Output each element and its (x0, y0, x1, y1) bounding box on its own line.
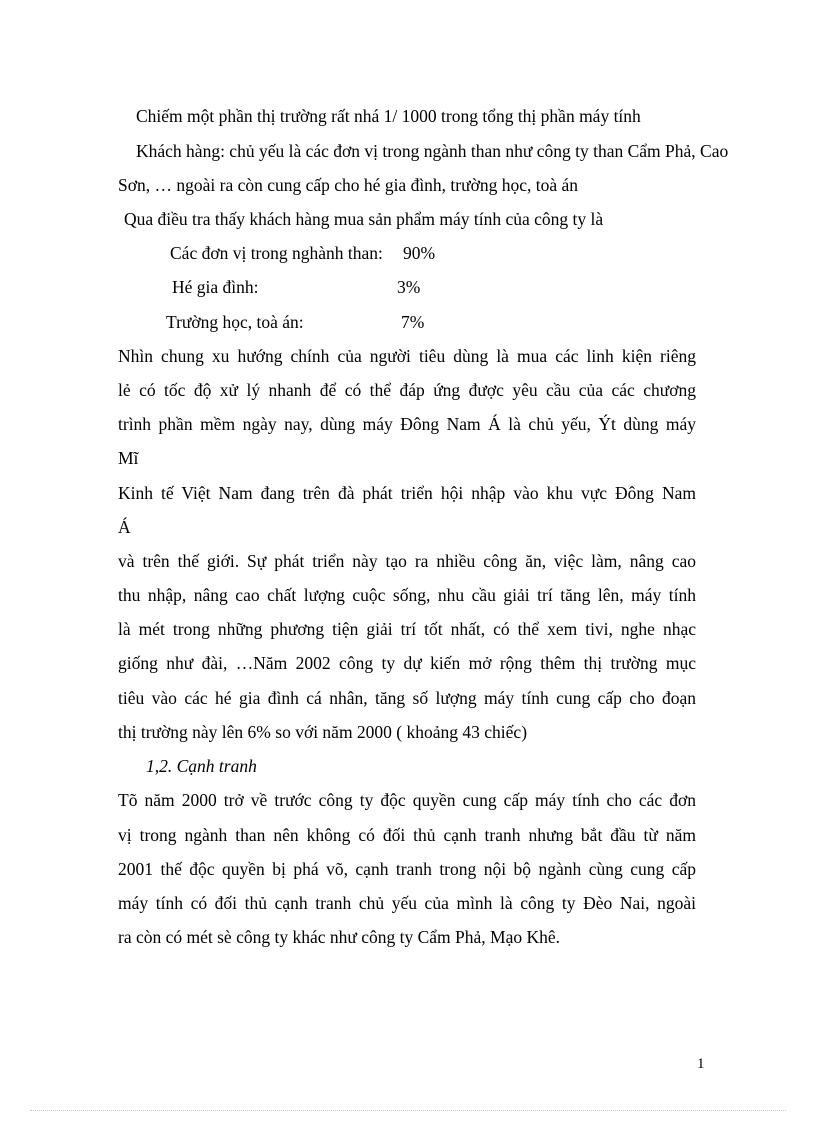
footer-divider (30, 1110, 786, 1111)
share-value-schools-courts: 7% (401, 312, 425, 332)
share-label-households: Hé gia đình: (172, 277, 259, 297)
page-number: 1 (697, 1056, 705, 1072)
competition-line: vị trong ngành than nên không có đối thủ cạnh tranh nhưng bắt đầu từ năm (118, 825, 696, 845)
economy-line: là mét trong những phương tiện giải trí tốt nhất, có thể xem tivi, nghe nhạc (118, 619, 696, 639)
economy-line: giống như đài, …Năm 2002 công ty dự kiến mở rộng thêm thị trường mục (118, 653, 696, 673)
intro-line-customers-cont: Sơn, … ngoài ra còn cung cấp cho hé gia đình, trường học, toà án (118, 175, 579, 195)
trend-line: Mĩ (118, 448, 139, 468)
competition-line: máy tính có đối thủ cạnh tranh chủ yếu của mình là công ty Đèo Nai, ngoài (118, 893, 696, 913)
economy-line: tiêu vào các hé gia đình cá nhân, tăng số lượng máy tính cung cấp cho đoạn (118, 688, 696, 708)
trend-line: trình phần mềm ngày nay, dùng máy Đông Nam Á là chủ yếu, Ýt dùng máy (118, 414, 696, 434)
section-heading-competition: 1,2. Cạnh tranh (146, 756, 257, 776)
economy-line: Kinh tế Việt Nam đang trên đà phát triển hội nhập vào khu vực Đông Nam (118, 483, 696, 503)
intro-line-market-share: Chiếm một phần thị trường rất nhá 1/ 1000 trong tổng thị phần máy tính (136, 106, 641, 126)
intro-line-survey: Qua điều tra thấy khách hàng mua sản phẩm máy tính của công ty là (124, 209, 604, 229)
share-value-coal-units: 90% (403, 243, 436, 263)
share-label-coal-units: Các đơn vị trong nghành than: (170, 243, 383, 263)
intro-line-customers: Khách hàng: chủ yếu là các đơn vị trong ngành than như công ty than Cẩm Phả, Cao (136, 141, 729, 161)
competition-line: 2001 thế độc quyền bị phá võ, cạnh tranh trong nội bộ ngành cùng cung cấp (118, 859, 696, 879)
share-label-schools-courts: Trường học, toà án: (166, 312, 304, 332)
competition-line: ra còn có mét sè công ty khác như công ty Cẩm Phả, Mạo Khê. (118, 927, 561, 947)
share-value-households: 3% (397, 277, 421, 297)
economy-line: thu nhập, nâng cao chất lượng cuộc sống, nhu cầu giải trí tăng lên, máy tính (118, 585, 696, 605)
economy-line: và trên thế giới. Sự phát triển này tạo ra nhiều công ăn, việc làm, nâng cao (118, 551, 696, 571)
competition-line: Tõ năm 2000 trở về trước công ty độc quyền cung cấp máy tính cho các đơn (118, 790, 696, 810)
economy-line: Á (118, 517, 131, 537)
economy-line: thị trường này lên 6% so với năm 2000 ( khoảng 43 chiếc) (118, 722, 528, 742)
trend-line: lẻ có tốc độ xử lý nhanh để có thể đáp ứng được yêu cầu của các chương (118, 380, 696, 400)
trend-line: Nhìn chung xu hướng chính của người tiêu dùng là mua các linh kiện riêng (118, 346, 696, 366)
